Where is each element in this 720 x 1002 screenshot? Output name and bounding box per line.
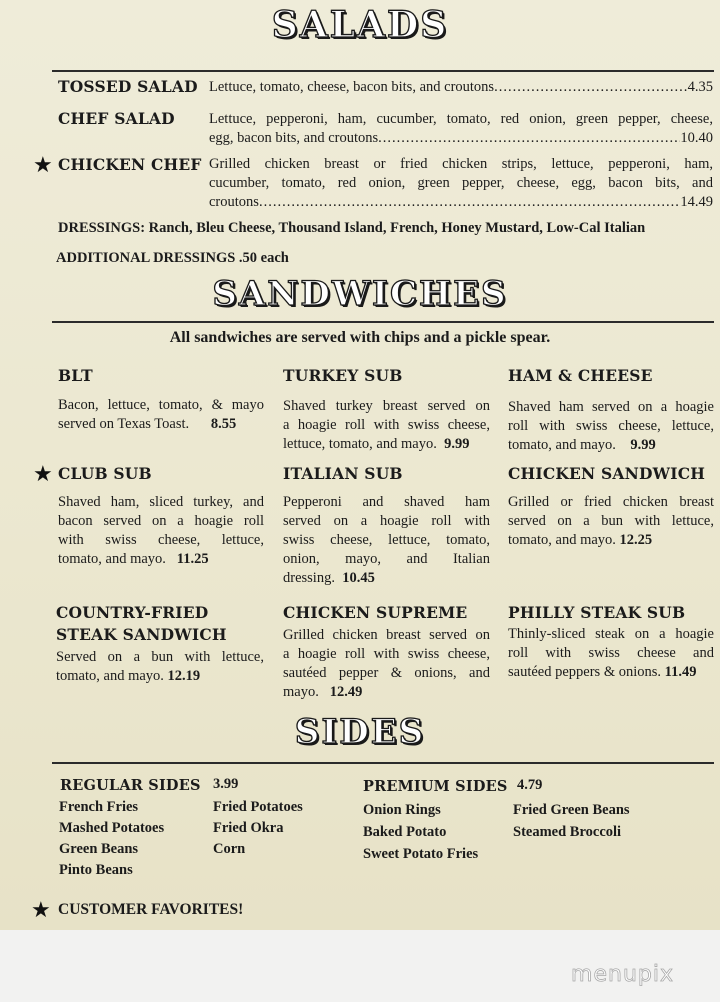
sandwiches-rule	[52, 321, 714, 323]
sandwich-description: Shaved ham served on a hoagie roll with swiss cheese, lettuce, tomato, and mayo. 9.99	[508, 399, 714, 453]
salad-description: Lettuce, pepperoni, ham, cucumber, tomato, red onion, green pepper, cheese, egg, bacon bits, and croutons ..... 10.40	[209, 110, 713, 148]
sandwich-price: 9.99	[630, 437, 656, 453]
sandwich-name: TURKEY SUB	[283, 366, 403, 385]
side-item: Green Beans	[59, 841, 139, 857]
salad-name: TOSSED SALAD	[58, 77, 198, 96]
menupix-watermark: menupix	[571, 962, 674, 987]
sandwich-price: 11.25	[176, 551, 209, 567]
side-item: Fried Potatoes	[213, 799, 303, 815]
sandwich-name: HAM & CHEESE	[508, 366, 653, 385]
sandwich-price: 8.55	[210, 416, 237, 432]
sides-rule	[52, 762, 714, 764]
sandwich-price: 10.45	[342, 570, 375, 586]
sandwiches-subtitle: All sandwiches are served with chips and a pickle spear.	[169, 329, 551, 346]
salad-price: 14.49	[680, 194, 713, 210]
side-item: Mashed Potatoes	[59, 820, 165, 836]
salad-name: CHEF SALAD	[58, 109, 175, 128]
side-item: Steamed Broccoli	[513, 824, 622, 840]
regular-sides-list-1	[59, 797, 164, 881]
sandwiches-heading: SANDWICHES	[212, 274, 508, 314]
favorite-star-icon: ★	[33, 152, 53, 177]
sandwich-description: Shaved turkey breast served on a hoagie roll with swiss cheese, lettuce, tomato, and mayo. 9.99	[283, 398, 490, 452]
regular-sides-label: REGULAR SIDES	[60, 777, 201, 794]
salads-heading: SALADS	[271, 4, 449, 46]
favorite-star-icon: ★	[31, 897, 51, 922]
sandwich-name: COUNTRY-FRIED	[56, 603, 209, 622]
favorite-star-icon: ★	[33, 461, 53, 486]
regular-sides-list-2	[213, 797, 303, 860]
sandwich-name: CLUB SUB	[58, 464, 152, 483]
sandwich-description: Served on a bun with lettuce, tomato, and mayo. 12.19	[56, 649, 264, 684]
sandwich-name: ITALIAN SUB	[283, 464, 403, 483]
sandwich-price: 11.49	[664, 664, 697, 680]
sandwich-name: BLT	[58, 366, 93, 385]
sandwich-name: CHICKEN SUPREME	[283, 603, 468, 622]
salad-price: 10.40	[680, 130, 713, 146]
premium-sides-label: PREMIUM SIDES	[363, 778, 508, 795]
sandwich-description: Bacon, lettuce, tomato, & mayo served on Texas Toast. 8.55	[58, 397, 264, 432]
sandwich-description: Thinly-sliced steak on a hoagie roll with swiss cheese and sautéed peppers & onions. 11.49	[508, 626, 714, 680]
salads-rule	[52, 70, 714, 72]
side-item: Sweet Potato Fries	[363, 846, 479, 862]
sides-heading: SIDES	[294, 712, 426, 752]
sandwich-price: 12.19	[167, 668, 201, 684]
sandwich-description: Grilled chicken breast served on a hoagie roll with swiss cheese, sautéed pepper & onions, and mayo. 12.49	[283, 627, 490, 700]
side-item: Pinto Beans	[59, 862, 133, 878]
premium-sides-list-2	[513, 799, 630, 843]
sandwich-name: PHILLY STEAK SUB	[508, 603, 686, 622]
side-item: Fried Green Beans	[513, 802, 630, 818]
sandwich-description: Shaved ham, sliced turkey, and bacon served on a hoagie roll with swiss cheese, lettuce, tomato, and mayo. 11.25	[58, 494, 264, 567]
side-item: Onion Rings	[363, 802, 441, 818]
sandwich-price: 9.99	[444, 436, 470, 452]
sandwich-description: Pepperoni and shaved ham served on a hoagie roll with swiss cheese, lettuce, tomato, onion, mayo, and Italian dressing. 10.45	[283, 494, 490, 586]
side-item: Baked Potato	[363, 824, 447, 840]
salad-description: Lettuce, tomato, cheese, bacon bits, and croutons ..... 4.35	[209, 78, 713, 97]
sandwich-name: CHICKEN SANDWICH	[508, 464, 706, 483]
premium-sides-list-1	[363, 799, 478, 865]
side-item: French Fries	[59, 799, 139, 815]
premium-sides-price: 4.79	[517, 777, 543, 793]
additional-dressings: ADDITIONAL DRESSINGS .50 each	[56, 250, 289, 266]
sandwich-name: STEAK SANDWICH	[56, 625, 227, 644]
side-item: Fried Okra	[213, 820, 284, 836]
dressings-line: DRESSINGS: Ranch, Bleu Cheese, Thousand Island, French, Honey Mustard, Low-Cal Italian	[58, 220, 646, 236]
salad-price: 4.35	[687, 79, 713, 95]
sandwich-price: 12.25	[619, 532, 653, 548]
sandwich-description: Grilled or fried chicken breast served on a bun with lettuce, tomato, and mayo. 12.25	[508, 494, 714, 548]
salad-description: Grilled chicken breast or fried chicken strips, lettuce, pepperoni, ham, cucumber, tomato, red onion, green pepper, cheese, egg, bacon bits, and croutons ..... 14.49	[209, 155, 713, 212]
side-item: Corn	[213, 841, 246, 857]
customer-favorites-note: CUSTOMER FAVORITES!	[58, 901, 244, 918]
sandwich-price: 12.49	[329, 684, 363, 700]
regular-sides-price: 3.99	[213, 776, 239, 792]
salad-name: CHICKEN CHEF	[58, 155, 202, 174]
